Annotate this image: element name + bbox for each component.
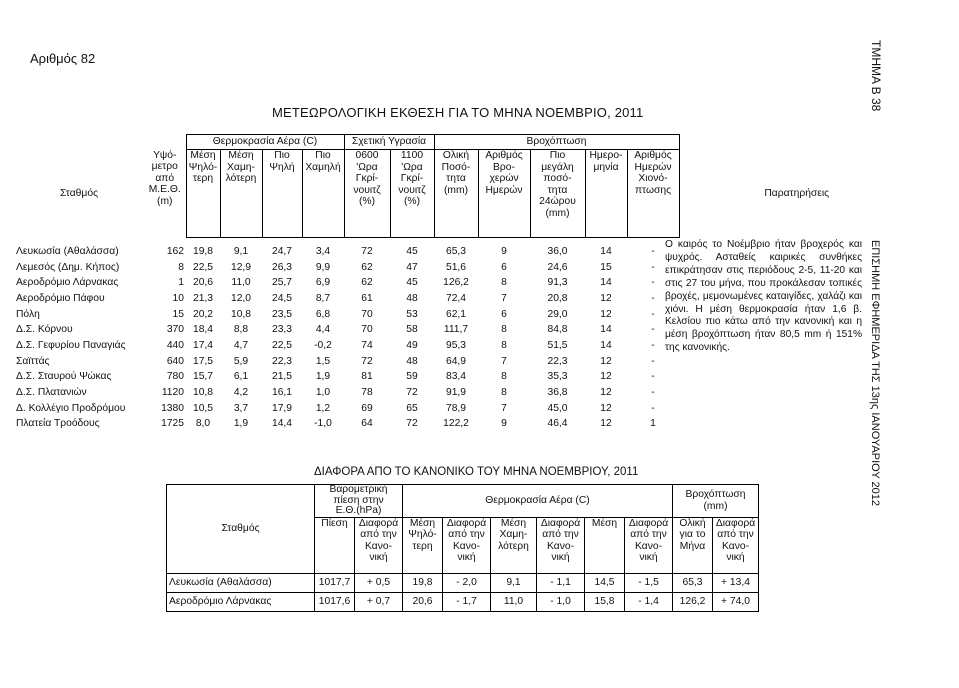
table-cell: 12,0: [230, 292, 252, 304]
table-cell: 4,4: [315, 324, 331, 336]
station-name: Λευκωσία (Αθαλάσσα): [167, 573, 315, 592]
table-cell: 780: [166, 371, 184, 383]
header-rh-1100: 1100 'Ωρα Γκρί- νουιτζ (%): [390, 150, 434, 238]
table-cell: 20,2: [192, 308, 214, 320]
table-cell: + 0,5: [355, 573, 403, 592]
table-cell: + 13,4: [713, 573, 759, 592]
table-cell: 22,3: [547, 355, 568, 367]
table-cell: 12,9: [230, 261, 252, 273]
group-humidity: Σχετική Υγρασία: [344, 135, 434, 150]
table-cell: 8: [501, 324, 507, 336]
table-cell: 16,1: [271, 387, 293, 399]
table-row: [167, 573, 759, 592]
diff-header-rain-diff: Διαφορά από την Κανο- νική: [713, 517, 759, 573]
table-cell: 5,9: [233, 355, 249, 367]
table-cell: 20,8: [547, 292, 568, 304]
table-cell: 84,8: [547, 324, 568, 336]
table-cell: 65,3: [673, 573, 713, 592]
table-cell: 7: [501, 355, 507, 367]
table-cell: 10,8: [192, 387, 214, 399]
table-cell: 22,5: [192, 261, 214, 273]
table-cell: 4,7: [233, 339, 249, 351]
table-cell: 17,5: [192, 355, 214, 367]
table-cell: 70: [361, 324, 373, 336]
normal-diff-table: [166, 484, 759, 612]
table-cell: 9: [501, 245, 507, 257]
table-cell: 95,3: [445, 339, 467, 351]
table-row: [167, 592, 759, 611]
page-number: Αριθμός 82: [30, 51, 96, 66]
table-cell: 8: [178, 261, 184, 273]
table-cell: 18,4: [192, 324, 214, 336]
table-cell: 1,9: [315, 371, 331, 383]
blank-cell: [14, 135, 144, 150]
diff-title: ΔΙΑΦΟΡΑ ΑΠΟ ΤΟ ΚΑΝΟΝΙΚΟ ΤΟΥ ΜΗΝΑ ΝΟΕΜΒΡΙΟΥ, 2011: [314, 466, 639, 478]
header-lowest: Πιο Χαμηλή: [302, 150, 344, 238]
table-cell: 83,4: [445, 371, 467, 383]
header-mean-low: Μέση Χαμη- λότερη: [220, 150, 262, 238]
table-cell: 1120: [161, 387, 184, 399]
table-cell: - 1,0: [537, 592, 585, 611]
table-cell: -0,2: [314, 339, 332, 351]
table-cell: 6,1: [233, 371, 249, 383]
table-cell: 8,8: [233, 324, 249, 336]
table-cell: - 1,7: [443, 592, 491, 611]
table-cell: 72: [406, 387, 418, 399]
table-cell: 64,9: [445, 355, 467, 367]
header-max-24h: Πιο μεγάλη ποσό- τητα 24ώρου (mm): [530, 150, 585, 238]
diff-header-station: Σταθμός: [167, 485, 315, 574]
report-title: ΜΕΤΕΩΡΟΛΟΓΙΚΗ ΕΚΘΕΣΗ ΓΙΑ ΤΟ ΜΗΝΑ ΝΟΕΜΒΡΙΟ, 2011: [272, 105, 644, 120]
table-cell: 7: [501, 292, 507, 304]
table-cell: 61: [361, 292, 373, 304]
table-cell: 11,0: [231, 277, 251, 289]
table-cell: 48: [406, 355, 418, 367]
table-cell: 1380: [161, 402, 184, 414]
table-cell: 12: [600, 402, 612, 414]
blank-cell: [679, 135, 914, 150]
remarks-cell: [679, 401, 914, 417]
table-cell: 45: [406, 245, 418, 257]
normal-diff-rows: [167, 573, 759, 611]
table-cell: 29,0: [547, 308, 568, 320]
table-cell: 8: [501, 277, 507, 289]
table-cell: 12: [600, 418, 612, 430]
table-cell: 10,5: [192, 402, 214, 414]
side-section-text: ΤΜΗΜΑ Β 38: [869, 40, 883, 112]
header-remarks: Παρατηρήσεις: [764, 187, 830, 199]
station-name: Αεροδρόμιο Λάρνακας: [167, 592, 315, 611]
diff-header-temp-group: Θερμοκρασία Αέρα (C): [403, 485, 673, 518]
table-cell: 440: [166, 339, 184, 351]
table-cell: -: [651, 324, 655, 336]
table-cell: 640: [166, 355, 184, 367]
table-cell: 72: [361, 245, 373, 257]
table-cell: - 2,0: [443, 573, 491, 592]
table-cell: 12: [600, 308, 612, 320]
diff-header-mean: Μέση: [585, 517, 625, 573]
station-name: Πόλη: [16, 308, 40, 320]
table-cell: - 1,5: [625, 573, 673, 592]
table-cell: 126,2: [443, 277, 469, 289]
remarks-cell: [679, 417, 914, 433]
table-cell: -: [651, 371, 655, 383]
table-cell: -: [651, 402, 655, 414]
table-cell: -1,0: [314, 418, 332, 430]
header-altitude: Υψό- μετρο από Μ.Ε.Θ. (m): [148, 149, 181, 207]
side-gazette-text: ΕΠΙΣΗΜΗ ΕΦΗΜΕΡΙΔΑ ΤΗΣ 13ης ΙΑΝΟΥΑΡΙΟΥ 2012: [869, 240, 881, 507]
table-cell: 15,8: [585, 592, 625, 611]
header-rh-0600: 0600 'Ωρα Γκρί- νουιτζ (%): [344, 150, 390, 238]
table-cell: 1,0: [315, 387, 331, 399]
table-cell: -: [651, 292, 655, 304]
table-cell: 17,4: [192, 339, 214, 351]
table-cell: 20,6: [403, 592, 443, 611]
table-cell: 1: [650, 418, 656, 430]
table-cell: 47: [406, 261, 418, 273]
table-cell: 8: [501, 339, 507, 351]
table-cell: - 1,1: [537, 573, 585, 592]
table-cell: 6,8: [315, 308, 331, 320]
side-section-label: [869, 40, 897, 130]
table-cell: 14: [600, 339, 612, 351]
group-rain: Βροχόπτωση: [434, 135, 679, 150]
station-name: Δ.Σ. Κόρνου: [16, 324, 73, 336]
diff-header-rain-group: Βροχόπτωση (mm): [673, 485, 759, 518]
diff-header-pressure: Πίεση: [315, 517, 355, 573]
table-cell: 62,1: [445, 308, 467, 320]
station-name: Αεροδρόμιο Λάρνακας: [16, 277, 119, 289]
table-row: [14, 370, 914, 386]
table-cell: 24,7: [271, 245, 293, 257]
table-cell: 1,9: [233, 418, 249, 430]
remarks-text: Ο καιρός το Νοέμβριο ήταν βροχερός και ψυχρός. Ασταθείς καιρικές συνθήκες επικράτησαν στις περιόδους 2-5, 11-20 και στις 27 του μήνα, που προκάλεσαν τοπικές βροχές, μεμονωμένες καταιγίδες, χαλάζι και χιόνι. Η μέση θερμοκρασία ήταν 1,6 β. Κελσίου πιο κάτω από την κανονική και η μέση βροχόπτωση ήταν 80,5 mm ή 151% της κανονικής.: [665, 239, 862, 354]
table-cell: -: [651, 308, 655, 320]
table-cell: 3,4: [315, 245, 331, 257]
table-cell: 21,3: [192, 292, 214, 304]
header-rain-days: Αριθμός Βρο- χερών Ημερών: [478, 150, 530, 238]
group-temp: Θερμοκρασία Αέρα (C): [186, 135, 344, 150]
station-name: Αεροδρόμιο Πάφου: [16, 292, 105, 304]
table-cell: 53: [406, 308, 418, 320]
table-cell: 8,7: [315, 292, 331, 304]
table-cell: 91,9: [445, 387, 467, 399]
header-snow-days: Αριθμός Ημερών Χιονό- πτωσης: [627, 150, 679, 238]
table-cell: -: [651, 387, 655, 399]
table-cell: 12: [600, 355, 612, 367]
table-cell: 14,5: [585, 573, 625, 592]
station-name: Δ.Σ. Πλατανιών: [16, 387, 87, 399]
header-mean-high: Μέση Ψηλό- τερη: [186, 150, 220, 238]
table-cell: 8: [501, 387, 507, 399]
table-cell: 6: [501, 261, 507, 273]
table-cell: 49: [406, 339, 418, 351]
table-cell: 62: [361, 261, 373, 273]
table-cell: 10: [172, 292, 184, 304]
diff-header-total-month: Ολική για το Μήνα: [673, 517, 713, 573]
diff-header-pressure-diff: Διαφορά από την Κανο- νική: [355, 517, 403, 573]
table-cell: 62: [361, 277, 373, 289]
table-cell: 1725: [161, 418, 184, 430]
table-cell: 45,0: [547, 402, 568, 414]
table-cell: 370: [166, 324, 184, 336]
diff-header-pressure-group: Βαρομετρική πίεση στην Ε.Θ.(hPa): [315, 485, 403, 518]
table-cell: 6,9: [315, 277, 331, 289]
header-station: Σταθμός: [59, 187, 99, 199]
table-cell: 24,5: [271, 292, 293, 304]
table-cell: 10,8: [230, 308, 252, 320]
header-highest: Πιο Ψηλή: [262, 150, 302, 238]
table-cell: 15: [600, 261, 612, 273]
table-cell: 51,6: [445, 261, 467, 273]
table-cell: 14,4: [271, 418, 293, 430]
table-cell: 1,2: [315, 402, 331, 414]
table-cell: -: [651, 245, 655, 257]
table-cell: 48: [406, 292, 418, 304]
table-cell: 7: [501, 402, 507, 414]
table-cell: 81: [361, 371, 373, 383]
table-cell: 4,2: [233, 387, 249, 399]
remarks-cell: [679, 354, 914, 370]
table-cell: 58: [406, 324, 418, 336]
table-cell: 45: [406, 277, 418, 289]
diff-header-low-diff: Διαφορά από την Κανο- νική: [537, 517, 585, 573]
table-cell: 3,7: [233, 402, 249, 414]
remarks-cell: [679, 385, 914, 401]
table-cell: 1017,7: [315, 573, 355, 592]
remarks-cell: [679, 370, 914, 386]
table-cell: 8: [501, 371, 507, 383]
table-cell: -: [651, 355, 655, 367]
table-cell: 25,7: [271, 277, 293, 289]
table-cell: 9: [501, 418, 507, 430]
station-name: Πλατεία Τροόδους: [16, 418, 100, 430]
table-cell: - 1,4: [625, 592, 673, 611]
table-cell: 72: [361, 355, 373, 367]
station-name: Λευκωσία (Αθαλάσσα): [16, 245, 119, 257]
table-cell: 21,5: [271, 371, 293, 383]
table-cell: 59: [406, 371, 418, 383]
table-cell: 11,0: [491, 592, 537, 611]
table-cell: 126,2: [673, 592, 713, 611]
table-cell: 19,8: [192, 245, 214, 257]
table-cell: 72,4: [445, 292, 467, 304]
table-cell: 122,2: [443, 418, 469, 430]
table-cell: 51,5: [547, 339, 568, 351]
table-cell: 17,9: [271, 402, 293, 414]
table-cell: 65,3: [445, 245, 467, 257]
table-cell: 9,1: [491, 573, 537, 592]
table-cell: 6: [501, 308, 507, 320]
table-cell: + 0,7: [355, 592, 403, 611]
table-cell: 36,0: [547, 245, 568, 257]
diff-header-mean-diff: Διαφορά από την Κανο- νική: [625, 517, 673, 573]
table-cell: 12: [600, 387, 612, 399]
table-cell: 64: [361, 418, 373, 430]
table-cell: 1017,6: [315, 592, 355, 611]
diff-header-mean-low: Μέση Χαμη- λότερη: [491, 517, 537, 573]
blank-cell: [144, 135, 186, 150]
table-cell: 15: [172, 308, 184, 320]
table-cell: 22,5: [271, 339, 293, 351]
table-cell: 1,5: [315, 355, 331, 367]
table-cell: 8,0: [195, 418, 211, 430]
table-cell: 23,5: [271, 308, 293, 320]
diff-header-mean-high: Μέση Ψηλό- τερη: [403, 517, 443, 573]
table-cell: 22,3: [271, 355, 293, 367]
table-cell: 111,7: [443, 324, 469, 336]
table-cell: 19,8: [403, 573, 443, 592]
table-cell: 14: [600, 245, 612, 257]
table-row: [14, 385, 914, 401]
table-cell: 26,3: [271, 261, 293, 273]
table-cell: 46,4: [547, 418, 568, 430]
header-date: Ημερο- μηνία: [585, 150, 627, 238]
table-cell: 78: [361, 387, 373, 399]
table-cell: 24,6: [547, 261, 568, 273]
table-cell: 9,1: [233, 245, 249, 257]
table-cell: 91,3: [547, 277, 568, 289]
table-cell: 14: [600, 324, 612, 336]
table-cell: 23,3: [271, 324, 293, 336]
table-row: [14, 401, 914, 417]
table-cell: 15,7: [192, 371, 214, 383]
table-cell: 74: [361, 339, 373, 351]
table-cell: 9,9: [315, 261, 331, 273]
table-cell: 12: [600, 371, 612, 383]
table-cell: 162: [166, 245, 184, 257]
table-cell: 72: [406, 418, 418, 430]
station-name: Δ. Κολλέγιο Προδρόμου: [16, 402, 126, 414]
table-cell: + 74,0: [713, 592, 759, 611]
station-name: Σαϊττάς: [16, 355, 50, 367]
table-cell: -: [651, 277, 655, 289]
table-cell: 20,6: [192, 277, 214, 289]
table-cell: 1: [178, 277, 184, 289]
table-cell: 70: [361, 308, 373, 320]
diff-header-high-diff: Διαφορά από την Κανο- νική: [443, 517, 491, 573]
station-name: Δ.Σ. Σταυρού Ψώκας: [16, 371, 112, 383]
table-cell: 65: [406, 402, 418, 414]
table-row: [14, 417, 914, 433]
table-cell: -: [651, 261, 655, 273]
station-name: Λεμεσός (Δημ. Κήπος): [16, 261, 120, 273]
table-cell: -: [651, 339, 655, 351]
table-cell: 14: [600, 277, 612, 289]
table-row: [14, 354, 914, 370]
table-cell: 78,9: [445, 402, 467, 414]
table-cell: 36,8: [547, 387, 568, 399]
header-total-rain: Ολική Ποσό- τητα (mm): [434, 150, 478, 238]
table-cell: 69: [361, 402, 373, 414]
table-cell: 35,3: [547, 371, 568, 383]
table-cell: 12: [600, 292, 612, 304]
station-name: Δ.Σ. Γεφυρίου Παναγιάς: [16, 339, 126, 351]
